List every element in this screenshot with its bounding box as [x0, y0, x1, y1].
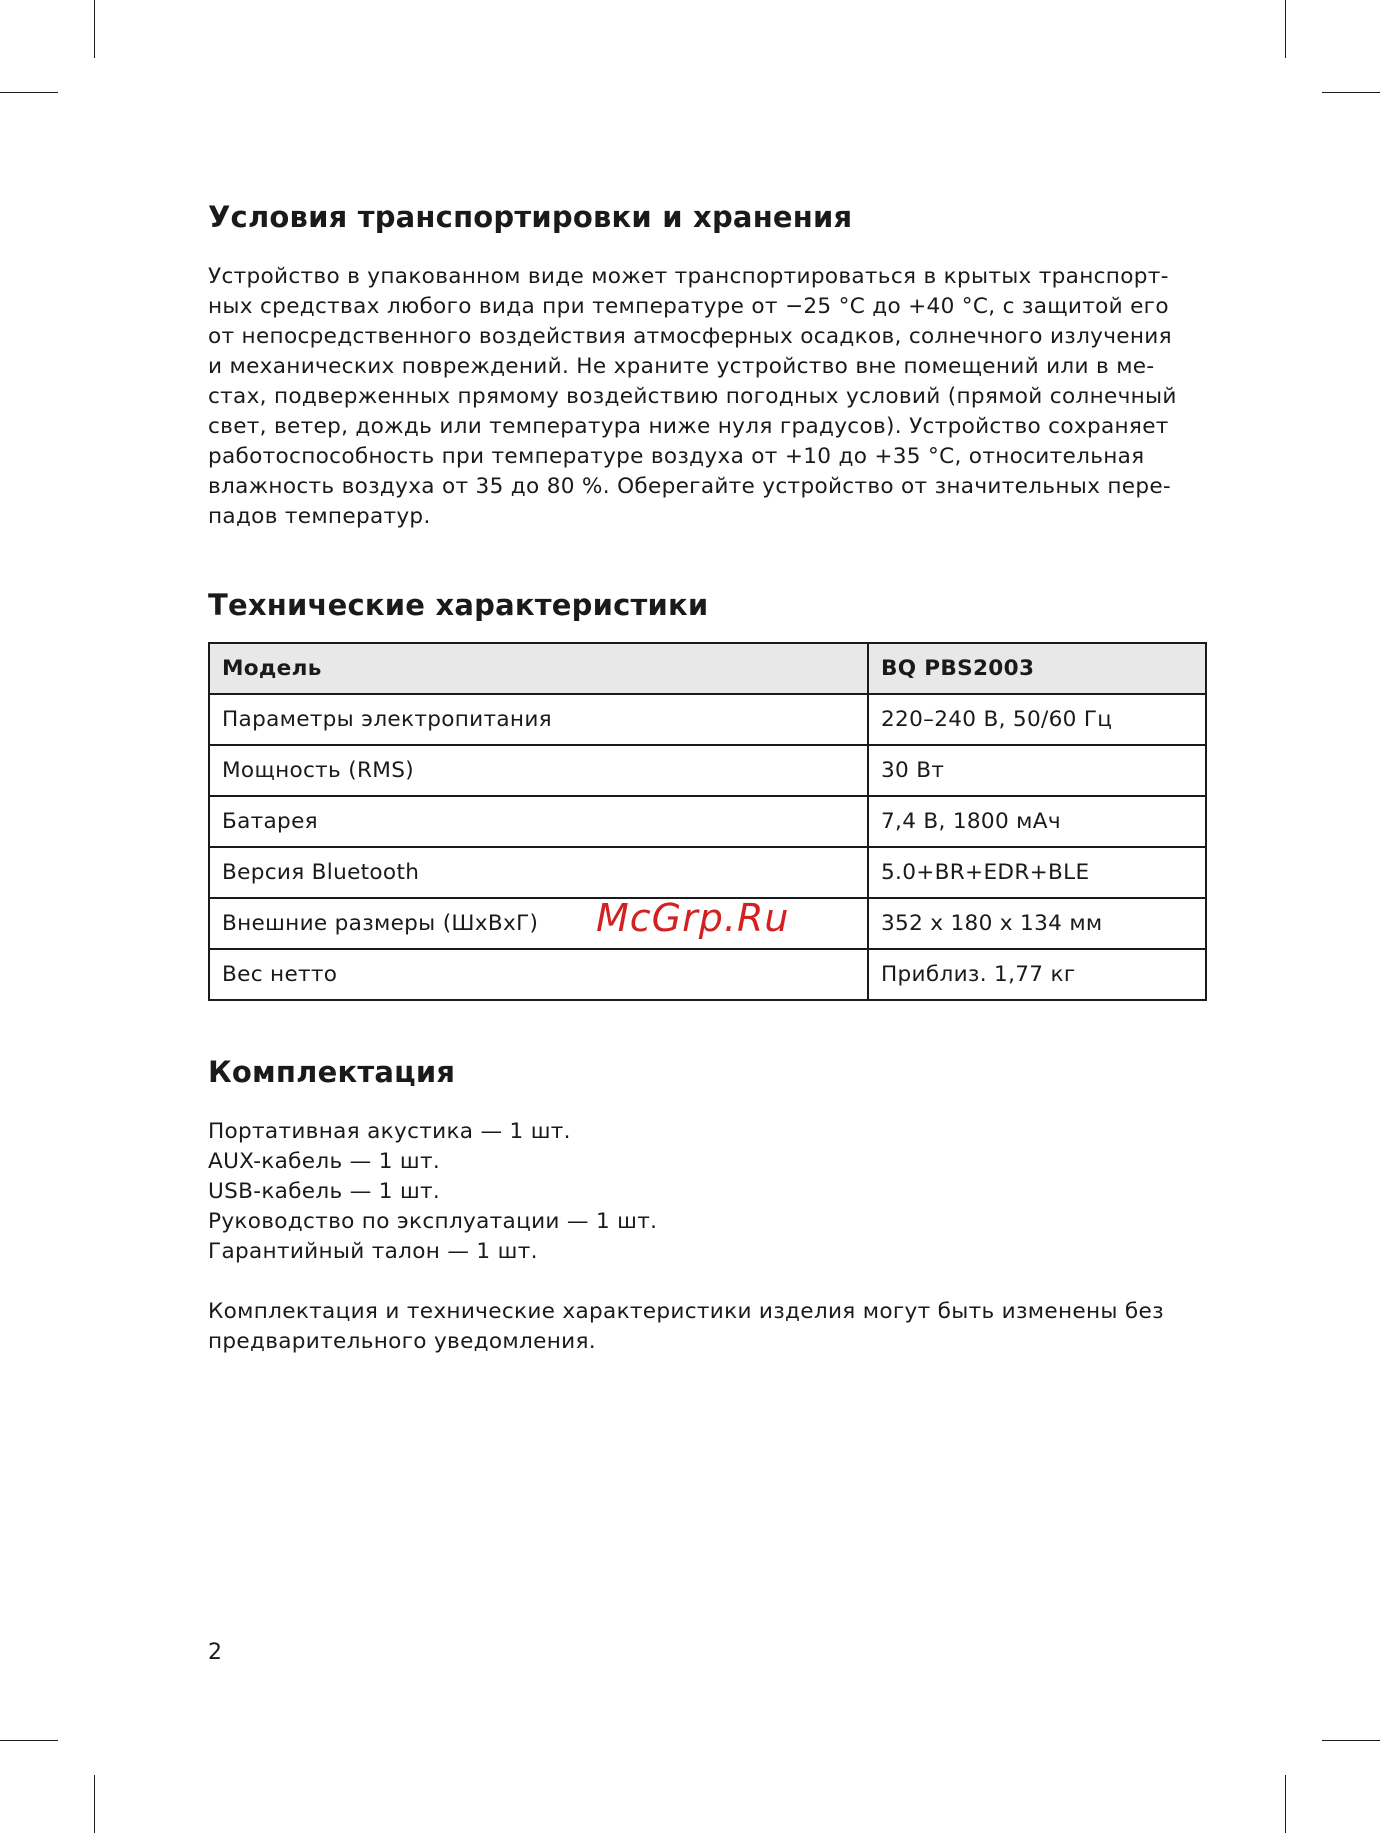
table-cell-value: 7,4 В, 1800 мАч [868, 796, 1206, 847]
section-title-package: Комплектация [208, 1055, 456, 1089]
page-content [208, 200, 1208, 1357]
package-list [208, 1117, 1208, 1267]
table-cell-value: 220–240 В, 50/60 Гц [868, 694, 1206, 745]
paragraph-line: и механических повреждений. Не храните устройство вне помещений или в ме- [208, 354, 1155, 379]
table-row [209, 949, 1206, 1000]
list-item: Руководство по эксплуатации — 1 шт. [208, 1209, 658, 1234]
crop-mark [1322, 1740, 1380, 1741]
page-number: 2 [208, 1640, 222, 1665]
paragraph-line: стах, подверженных прямому воздействию погодных условий (прямой солнечный [208, 384, 1177, 409]
table-header-cell: Модель [209, 643, 868, 694]
table-header-row [209, 643, 1206, 694]
table-row [209, 847, 1206, 898]
storage-paragraph [208, 262, 1208, 532]
table-cell-param: Параметры электропитания [209, 694, 868, 745]
table-cell-param: Батарея [209, 796, 868, 847]
table-cell-param: Внешние размеры (ШхВхГ) [209, 898, 868, 949]
paragraph-line: падов температур. [208, 504, 431, 529]
paragraph-line: Комплектация и технические характеристики изделия могут быть изменены без [208, 1299, 1164, 1324]
list-item: Гарантийный талон — 1 шт. [208, 1239, 538, 1264]
table-row [209, 796, 1206, 847]
paragraph-line: Устройство в упакованном виде может транспортироваться в крытых транспорт- [208, 264, 1169, 289]
table-cell-param: Версия Bluetooth [209, 847, 868, 898]
crop-mark [1285, 0, 1286, 58]
table-header-cell: BQ PBS2003 [868, 643, 1206, 694]
crop-mark [0, 1740, 58, 1741]
table-cell-param: Мощность (RMS) [209, 745, 868, 796]
crop-mark [1285, 1775, 1286, 1833]
change-notice [208, 1297, 1208, 1357]
crop-mark [94, 0, 95, 58]
paragraph-line: ных средствах любого вида при температуре от −25 °С до +40 °С, с защитой его [208, 294, 1169, 319]
watermark: McGrp.Ru [596, 896, 790, 940]
paragraph-line: работоспособность при температуре воздуха от +10 до +35 °С, относительная [208, 444, 1145, 469]
table-cell-param: Вес нетто [209, 949, 868, 1000]
list-item: USB-кабель — 1 шт. [208, 1179, 441, 1204]
crop-mark [94, 1775, 95, 1833]
table-cell-value: 30 Вт [868, 745, 1206, 796]
list-item: Портативная акустика — 1 шт. [208, 1119, 571, 1144]
list-item: AUX-кабель — 1 шт. [208, 1149, 441, 1174]
table-row [209, 694, 1206, 745]
table-cell-value: 5.0+BR+EDR+BLE [868, 847, 1206, 898]
specs-table [208, 642, 1207, 1001]
table-cell-value: 352 х 180 х 134 мм [868, 898, 1206, 949]
crop-mark [1322, 92, 1380, 93]
section-title-storage: Условия транспортировки и хранения [208, 200, 853, 234]
crop-mark [0, 92, 58, 93]
paragraph-line: влажность воздуха от 35 до 80 %. Оберегайте устройство от значительных пере- [208, 474, 1172, 499]
paragraph-line: предварительного уведомления. [208, 1329, 596, 1354]
table-row [209, 745, 1206, 796]
paragraph-line: свет, ветер, дождь или температура ниже нуля градусов). Устройство сохраняет [208, 414, 1169, 439]
paragraph-line: от непосредственного воздействия атмосферных осадков, солнечного излучения [208, 324, 1172, 349]
section-title-specs: Технические характеристики [208, 588, 709, 622]
table-cell-value: Приблиз. 1,77 кг [868, 949, 1206, 1000]
